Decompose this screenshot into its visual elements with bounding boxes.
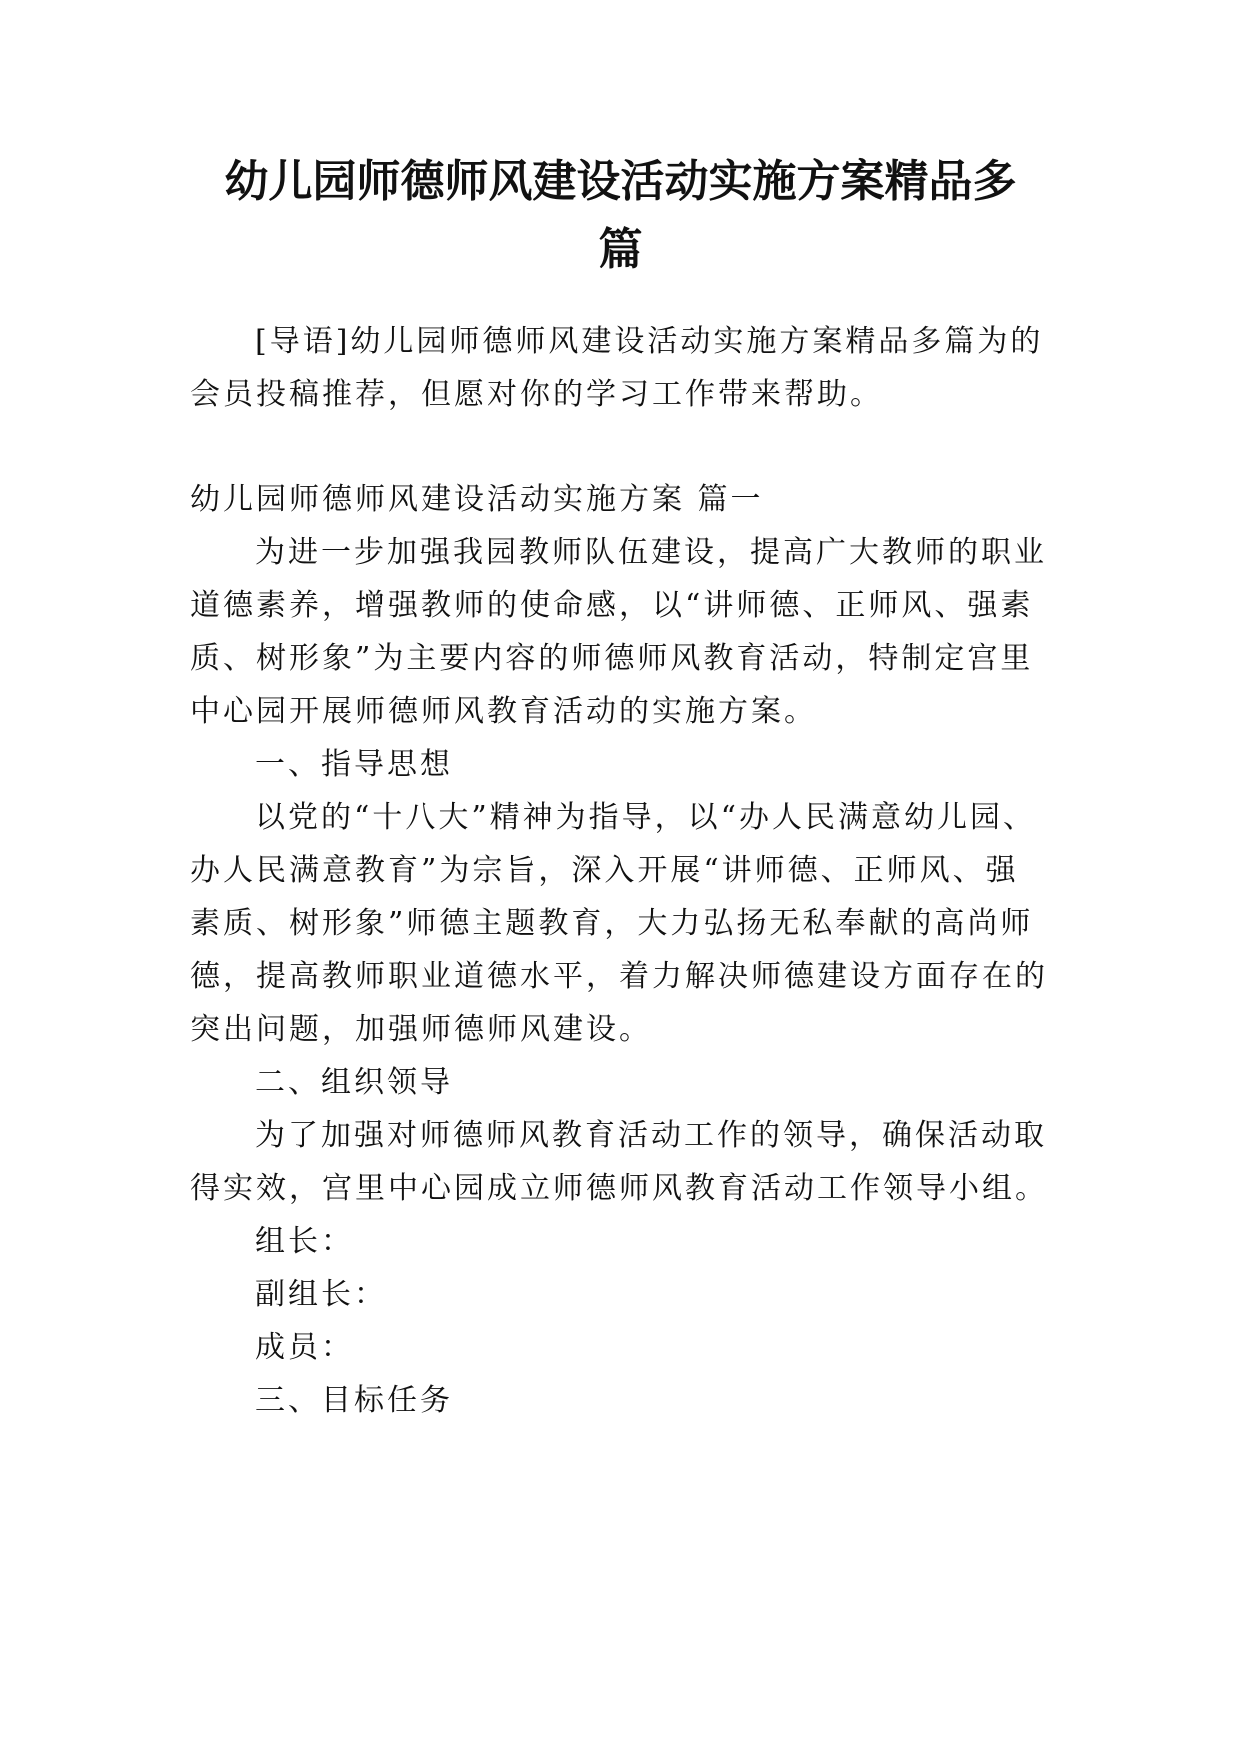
intro-line-2: 会员投稿推荐，但愿对你的学习工作带来帮助。 bbox=[190, 377, 883, 412]
heading-organization: 二、组织领导 bbox=[255, 1065, 453, 1100]
para2-line-3: 素质、树形象”师德主题教育，大力弘扬无私奉献的高尚师 bbox=[190, 906, 1034, 941]
para2-line-2: 办人民满意教育”为宗旨，深入开展“讲师德、正师风、强 bbox=[190, 853, 1019, 888]
section-heading: 幼儿园师德师风建设活动实施方案 篇一 bbox=[190, 482, 764, 517]
para3-line-1: 为了加强对师德师风教育活动工作的领导，确保活动取 bbox=[255, 1118, 1047, 1153]
para1-line-3: 质、树形象”为主要内容的师德师风教育活动，特制定宫里 bbox=[190, 641, 1034, 676]
para1-line-1: 为进一步加强我园教师队伍建设，提高广大教师的职业 bbox=[255, 535, 1047, 570]
heading-guiding-ideology: 一、指导思想 bbox=[255, 747, 453, 782]
document-title-line-1: 幼儿园师德师风建设活动实施方案精品多 bbox=[224, 156, 1017, 207]
para2-line-4: 德，提高教师职业道德水平，着力解决师德建设方面存在的 bbox=[190, 959, 1048, 994]
leader-label: 组长： bbox=[255, 1224, 354, 1259]
intro-line-1: [导语]幼儿园师德师风建设活动实施方案精品多篇为的 bbox=[255, 324, 1044, 359]
members-label: 成员： bbox=[255, 1330, 354, 1365]
vice-leader-label: 副组长： bbox=[255, 1277, 387, 1312]
para1-line-2: 道德素养，增强教师的使命感，以“讲师德、正师风、强素 bbox=[190, 588, 1034, 623]
heading-objectives: 三、目标任务 bbox=[255, 1383, 453, 1418]
para2-line-1: 以党的“十八大”精神为指导，以“办人民满意幼儿园、 bbox=[255, 800, 1037, 835]
para1-line-4: 中心园开展师德师风教育活动的实施方案。 bbox=[190, 694, 817, 729]
para3-line-2: 得实效，宫里中心园成立师德师风教育活动工作领导小组。 bbox=[190, 1171, 1048, 1206]
para2-line-5: 突出问题，加强师德师风建设。 bbox=[190, 1012, 652, 1047]
document-title-line-2: 篇 bbox=[598, 224, 643, 275]
